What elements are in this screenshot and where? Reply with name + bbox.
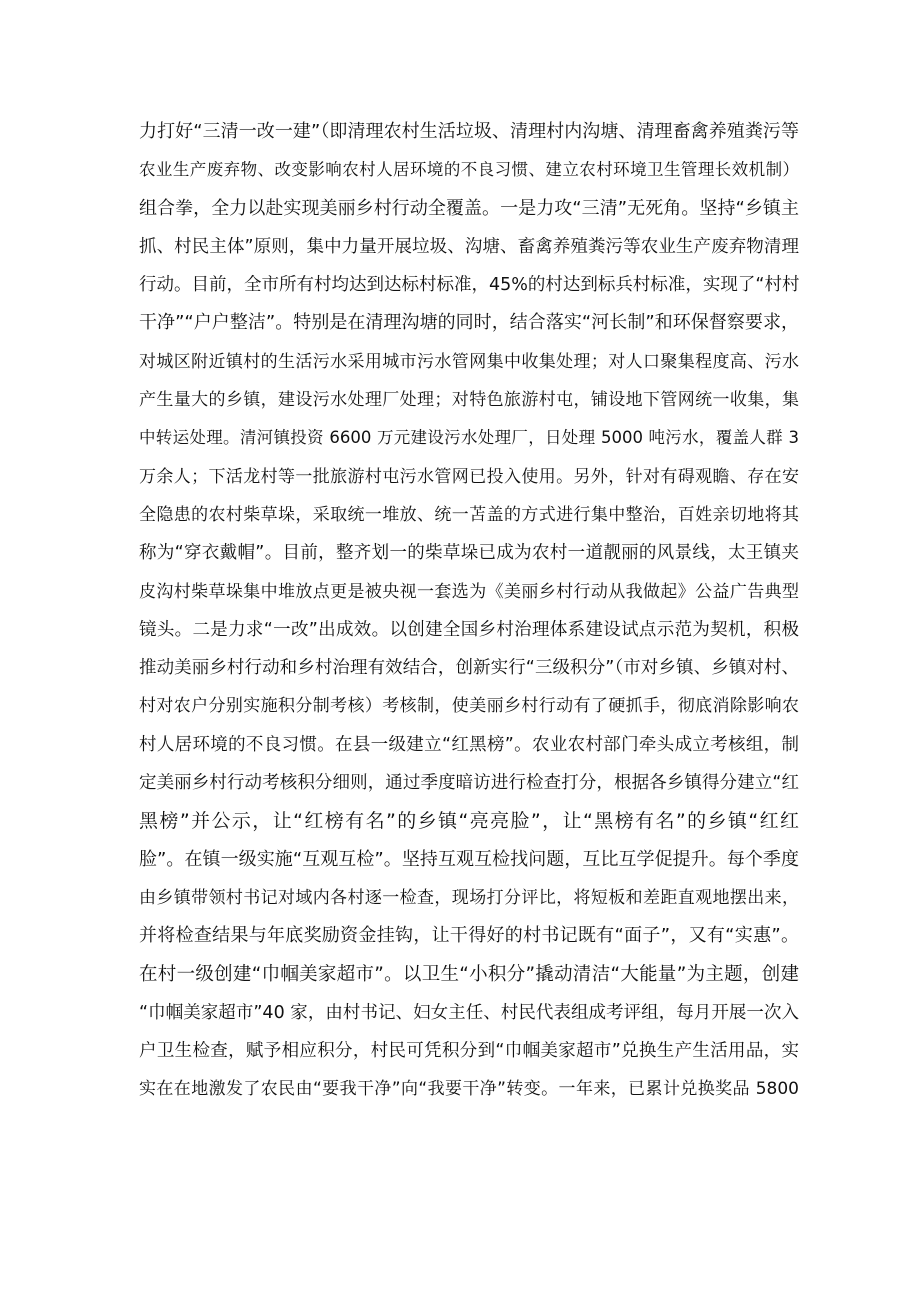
- text-line: 实在在地激发了农民由“要我干净”向“我要干净”转变。一年来，已累计兑换奖品 5800: [139, 1079, 799, 1100]
- text-line: 产生量大的乡镇，建设污水处理厂处理；对特色旅游村屯，铺设地下管网统一收集，集: [139, 390, 799, 411]
- text-line: 由乡镇带领村书记对域内各村逐一检查，现场打分评比，将短板和差距直观地摆出来，: [139, 887, 799, 908]
- text-line: 村人居环境的不良习惯。在县一级建立“红黑榜”。农业农村部门牵头成立考核组，制: [139, 734, 799, 755]
- text-line: 万余人；下活龙村等一批旅游村屯污水管网已投入使用。另外，针对有碍观瞻、存在安: [139, 466, 799, 487]
- text-line: 村对农户分别实施积分制考核）考核制，使美丽乡村行动有了硬抓手，彻底消除影响农: [139, 696, 799, 717]
- text-line: 户卫生检查，赋予相应积分，村民可凭积分到“巾帼美家超市”兑换生产生活用品，实: [139, 1041, 799, 1062]
- text-line: 干净”“户户整洁”。特别是在清理沟塘的同时，结合落实“河长制”和环保督察要求，: [139, 312, 799, 334]
- text-line: “巾帼美家超市”40 家，由村书记、妇女主任、村民代表组成考评组，每月开展一次入: [139, 1002, 799, 1023]
- text-line: 定美丽乡村行动考核积分细则，通过季度暗访进行检查打分，根据各乡镇得分建立“红: [139, 773, 799, 794]
- text-line: 镜头。二是力求“一改”出成效。以创建全国乡村治理体系建设试点示范为契机，积极: [139, 619, 799, 640]
- text-line: 组合拳，全力以赴实现美丽乡村行动全覆盖。一是力攻“三清”无死角。坚持“乡镇主: [139, 197, 799, 219]
- body-paragraph: [139, 113, 799, 1109]
- text-line: 脸”。在镇一级实施“互观互检”。坚持互观互检找问题，互比互学促提升。每个季度: [139, 848, 799, 870]
- text-line: 在村一级创建“巾帼美家超市”。以卫生“小积分”撬动清洁“大能量”为主题，创建: [139, 963, 799, 985]
- text-line: 并将检查结果与年底奖励资金挂钩，让干得好的村书记既有“面子”，又有“实惠”。: [139, 925, 799, 947]
- text-line: 行动。目前，全市所有村均达到达标村标准，45%的村达到标兵村标准，实现了“村村: [139, 275, 799, 296]
- text-line: 称为“穿衣戴帽”。目前，整齐划一的柴草垛已成为农村一道靓丽的风景线，太王镇夹: [139, 543, 799, 564]
- text-line: 全隐患的农村柴草垛，采取统一堆放、统一苫盖的方式进行集中整治，百姓亲切地将其: [139, 504, 799, 525]
- text-line: 皮沟村柴草垛集中堆放点更是被央视一套选为《美丽乡村行动从我做起》公益广告典型: [139, 581, 799, 602]
- text-line: 农业生产废弃物、改变影响农村人居环境的不良习惯、建立农村环境卫生管理长效机制）: [139, 160, 799, 180]
- text-line: 推动美丽乡村行动和乡村治理有效结合，创新实行“三级积分”（市对乡镇、乡镇对村、: [139, 658, 799, 679]
- text-line: 抓、村民主体”原则，集中力量开展垃圾、沟塘、畜禽养殖粪污等农业生产废弃物清理: [139, 236, 799, 257]
- text-line: 力打好“三清一改一建”（即清理农村生活垃圾、清理村内沟塘、清理畜禽养殖粪污等: [139, 121, 799, 142]
- text-line: 对城区附近镇村的生活污水采用城市污水管网集中收集处理；对人口聚集程度高、污水: [139, 351, 799, 372]
- text-line: 黑榜”并公示，让“红榜有名”的乡镇“亮亮脸”，让“黑榜有名”的乡镇“红红: [139, 810, 799, 833]
- text-line: 中转运处理。清河镇投资 6600 万元建设污水处理厂，日处理 5000 吨污水，覆盖人群 3: [139, 428, 799, 448]
